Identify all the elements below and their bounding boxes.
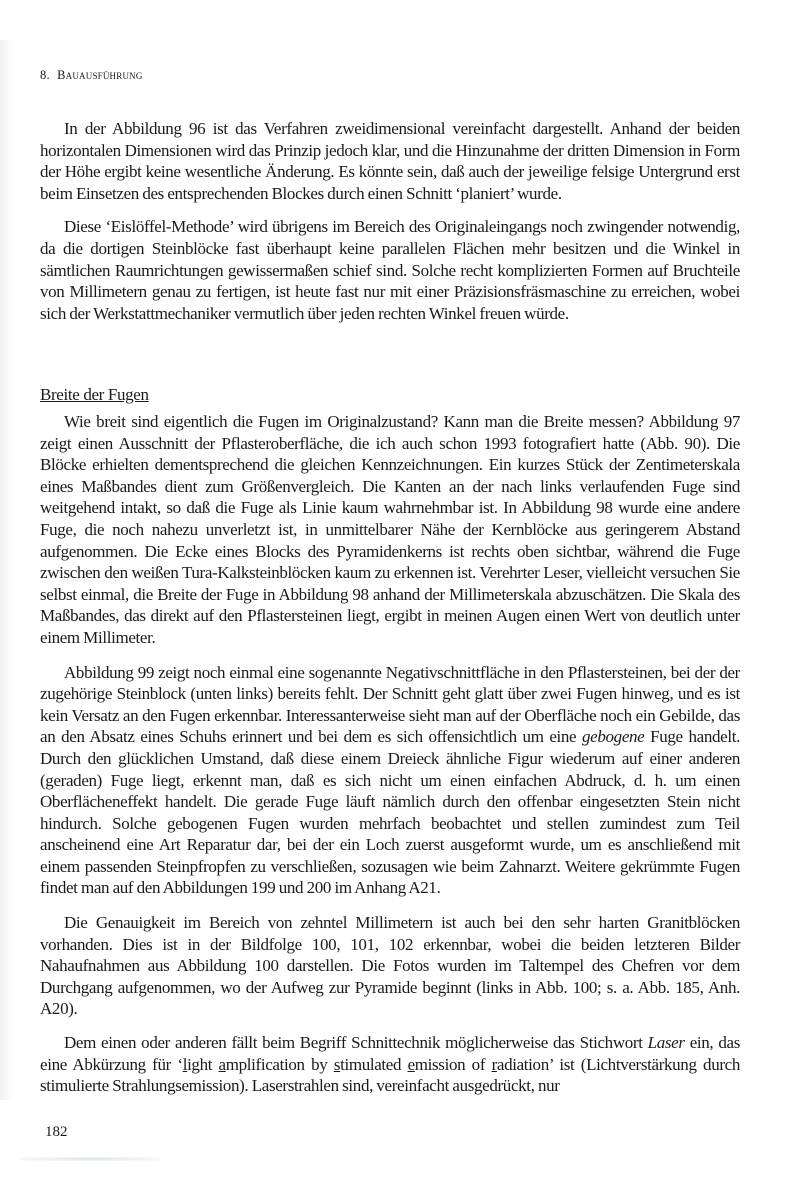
p6-text-6: mission of [414, 1054, 492, 1074]
p6-text-7: adiation’ ist (Lichtverstärkung durch stimulierte Strahlungsemission). Laserstrahlen sind, vereinfacht ausgedrückt, nur [40, 1054, 740, 1096]
text-block-top [40, 118, 740, 324]
p6-text-1: Dem einen oder anderen fällt beim Begriff Schnittechnik möglicherweise das Stichwort [64, 1033, 648, 1053]
section-heading: Breite der Fugen [40, 385, 149, 404]
running-header [40, 68, 143, 83]
text-block-middle [40, 411, 740, 1097]
scan-edge-shadow [0, 40, 14, 1100]
chapter-title: Bauausführung [57, 68, 143, 82]
page-number: 182 [45, 1124, 68, 1140]
p6-text-4: mplification by [225, 1054, 334, 1074]
paragraph-4-text-a: Abbildung 99 zeigt noch einmal eine sogenannte Negativschnittfläche in den Pflastersteinen, bei der der zugehörige Steinblock (unten links) bereits fehlt. Der Schnitt geht glatt über zwei Fugen hinweg, und es ist kein Versatz an den Fugen erkennbar. Interessanterweise sieht man auf der Oberfläche noch ein Gebilde, das an den Absatz eines Schuhs erinnert und bei dem es sich offensichtlich um eine [40, 662, 740, 747]
acronym-letter-r: r [491, 1054, 497, 1074]
scan-smudge [20, 1157, 160, 1161]
acronym-letter-a: a [218, 1054, 226, 1074]
paragraph-3: Wie breit sind eigentlich die Fugen im Originalzustand? Kann man die Breite messen? Abbildung 97 zeigt einen Ausschnitt der Pflasteroberfläche, die ich auch schon 1993 fotografiert hatte (Abb. 90). Die Blöcke erhielten dementsprechend die gleichen Kennzeichnungen. Ein kurzes Stück der Zentimeterskala eines Maßbandes dient zum Größenvergleich. Die Kanten an der nach links verlaufenden Fuge sind weitgehend intakt, so daß die Fuge als Linie kaum wahrnehmbar ist. In Abbildung 98 wurde eine andere Fuge, die noch nahezu unverletzt ist, in unmittelbarer Nähe der Kernblöcke aus geringerem Abstand aufgenommen. Die Ecke eines Blocks des Pyramidenkerns ist rechts oben sichtbar, während die Fuge zwischen den weißen Tura-Kalksteinblöcken kaum zu erkennen ist. Verehrter Leser, vielleicht versuchen Sie selbst einmal, die Breite der Fuge in Abbildung 98 anhand der Millimeterskala abzuschätzen. Die Skala des Maßbandes, das direkt auf den Pflastersteinen liegt, ergibt in meinen Augen einen Wert von deutlich unter einem Millimeter. [40, 412, 740, 647]
acronym-letter-s: s [333, 1054, 341, 1074]
paragraph-6 [40, 1032, 740, 1097]
paragraph-5: Die Genauigkeit im Bereich von zehntel Millimetern ist auch bei den sehr harten Granitblöcken vorhanden. Dies ist in der Bildfolge 100, 101, 102 erkennbar, wobei die beiden letzteren Bilder Nahaufnahmen aus Abbildung 100 darstellen. Die Fotos wurden im Taltempel des Chefren vor dem Durchgang aufgenommen, wo der Aufweg zur Pyramide beginnt (links in Abb. 100; s. a. Abb. 185, Anh. A20). [40, 913, 740, 1019]
chapter-number: 8. [40, 68, 50, 82]
paragraph-4 [40, 662, 740, 900]
paragraph-4-text-b: Fuge handelt. Durch den glücklichen Umstand, daß diese einem Dreieck ähnliche Figur wiederum auf einer anderen (geraden) Fuge liegt, erkennt man, daß es sich nicht um einen einfachen Abdruck, d. h. um einen Oberflächeneffekt handelt. Die gerade Fuge läuft nämlich durch den offenbar eingesetzten Stein nicht hindurch. Solche gebogenen Fugen wurden mehrfach beobachtet und stellen zumindest zum Teil anscheinend eine Art Reparatur dar, bei der ein Loch zuerst ausgeformt wurde, um es anschließend mit einem passenden Steinpfropfen zu verschließen, sozusagen wie beim Zahnarzt. Weitere gekrümmte Fugen findet man auf den Abbildungen 199 und 200 im Anhang A21. [40, 727, 740, 898]
emphasis-laser: Laser [647, 1033, 685, 1053]
paragraph-2: Diese ‘Eislöffel-Methode’ wird übrigens im Bereich des Originaleingangs noch zwingender notwendig, da die dortigen Steinblöcke fast überhaupt keine parallelen Flächen mehr besitzen und die Winkel in sämtlichen Raumrichtungen gewissermaßen schief sind. Solche recht komplizierten Formen auf Bruchteile von Millimetern genau zu fertigen, ist heute fast nur mit einer Präzisionsfräsmaschine zu erreichen, wobei sich der Werkstattmechaniker vermutlich über jeden rechten Winkel freuen würde. [40, 217, 740, 323]
acronym-letter-l: l [182, 1054, 188, 1074]
emphasis-gebogene: gebogene [582, 727, 645, 747]
p6-text-3: ight [187, 1054, 219, 1074]
acronym-letter-e: e [407, 1054, 415, 1074]
paragraph-1: In der Abbildung 96 ist das Verfahren zweidimensional vereinfacht dargestellt. Anhand der beiden horizontalen Dimensionen wird das Prinzip jedoch klar, und die Hinzunahme der dritten Dimension in Form der Höhe ergibt keine wesentliche Änderung. Es könnte sein, daß auch der jeweilige felsige Untergrund erst beim Einsetzen des entsprechenden Blockes durch einen Schnitt ‘planiert’ wurde. [40, 119, 740, 203]
p6-text-5: timulated [340, 1054, 408, 1074]
p6-text-2: ein, das eine Abkürzung für ‘ [40, 1033, 740, 1074]
